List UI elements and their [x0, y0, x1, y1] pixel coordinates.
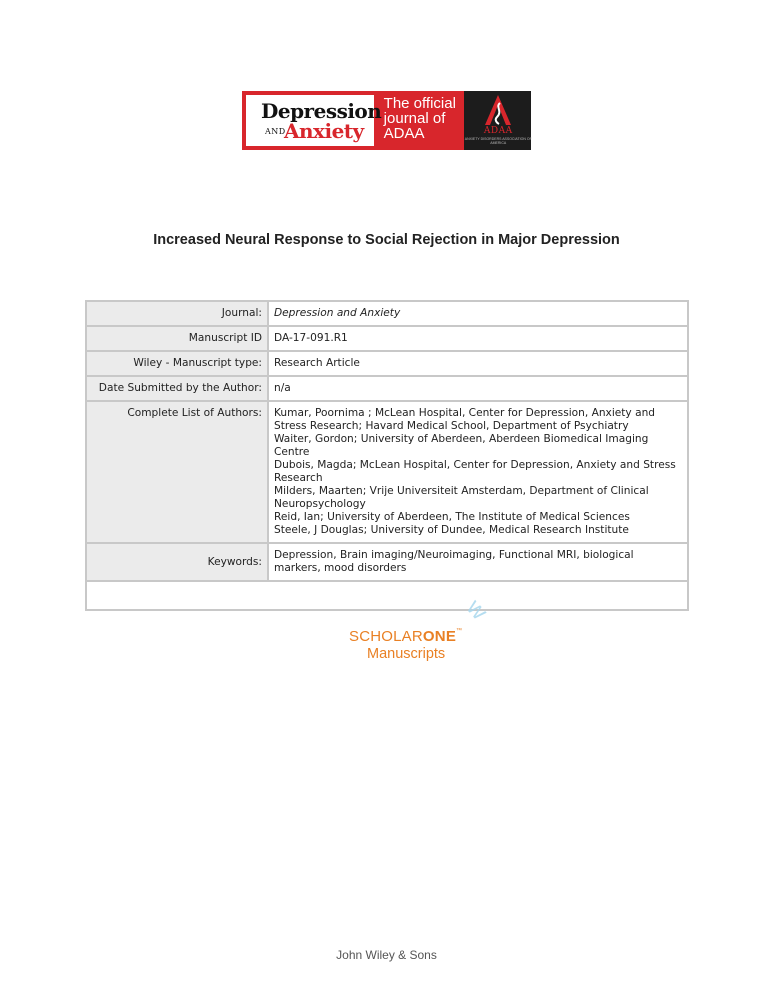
- table-row: [86, 301, 688, 326]
- journal-logo: [246, 95, 382, 146]
- manuscript-type-value: Research Article: [268, 351, 688, 376]
- footer-publisher: John Wiley & Sons: [336, 948, 437, 962]
- adaa-a-icon: [481, 93, 515, 127]
- author-entry: Dubois, Magda; McLean Hospital, Center for Depression, Anxiety and Stress Research: [274, 459, 676, 484]
- author-entry: Kumar, Poornima ; McLean Hospital, Center for Depression, Anxiety and Stress Research; Havard Medical School, Department of Psychiatry: [274, 407, 656, 432]
- manuscript-id-label: Manuscript ID: [86, 326, 268, 351]
- journal-banner: [242, 91, 531, 150]
- scholar-text: SCHOLAR: [349, 628, 423, 645]
- manuscript-info-table: [85, 300, 689, 611]
- official-line-2: journal of: [383, 110, 446, 127]
- author-entry: Reid, Ian; University of Aberdeen, The Institute of Medical Sciences: [274, 511, 630, 523]
- table-row: [86, 376, 688, 401]
- one-text: ONE: [422, 628, 457, 645]
- empty-cell: [86, 581, 688, 610]
- logo-and-text: AND: [265, 127, 286, 136]
- table-row: [86, 543, 688, 581]
- official-line-3: ADAA: [383, 125, 425, 142]
- official-journal-text: [374, 91, 465, 150]
- table-row: [86, 326, 688, 351]
- scholarone-wordmark: [349, 628, 509, 645]
- keywords-value: Depression, Brain imaging/Neuroimaging, Functional MRI, biological markers, mood disorders: [268, 543, 688, 581]
- manuscript-type-label: Wiley - Manuscript type:: [86, 351, 268, 376]
- table-row: [86, 401, 688, 543]
- logo-depression-text: Depression: [261, 99, 382, 123]
- trademark-text: ™: [456, 628, 463, 634]
- author-entry: Steele, J Douglas; University of Dundee, Medical Research Institute: [274, 524, 629, 536]
- logo-anxiety-text: Anxiety: [284, 119, 364, 143]
- adaa-subtext: ANXIETY DISORDERS ASSOCIATION OF AMERICA: [464, 137, 532, 145]
- adaa-logo: [464, 91, 531, 150]
- article-title: Increased Neural Response to Social Rejection in Major Depression: [153, 232, 620, 248]
- table-row-empty: [86, 581, 688, 610]
- keywords-label: Keywords:: [86, 543, 268, 581]
- adaa-text: ADAA: [483, 126, 513, 136]
- authors-label: Complete List of Authors:: [86, 401, 268, 543]
- official-line-1: The official: [383, 95, 456, 112]
- date-submitted-value: n/a: [268, 376, 688, 401]
- author-entry: Milders, Maarten; Vrije Universiteit Amsterdam, Department of Clinical Neuropsychology: [274, 485, 649, 510]
- manuscript-id-value: DA-17-091.R1: [268, 326, 688, 351]
- watermark-text: w: [461, 594, 493, 626]
- author-entry: Waiter, Gordon; University of Aberdeen, Aberdeen Biomedical Imaging Centre: [274, 433, 649, 458]
- scholarone-logo: [349, 628, 509, 662]
- date-submitted-label: Date Submitted by the Author:: [86, 376, 268, 401]
- journal-label: Journal:: [86, 301, 268, 326]
- journal-value: Depression and Anxiety: [268, 301, 688, 326]
- table-row: [86, 351, 688, 376]
- manuscripts-text: Manuscripts: [367, 646, 446, 662]
- authors-list: [268, 401, 688, 543]
